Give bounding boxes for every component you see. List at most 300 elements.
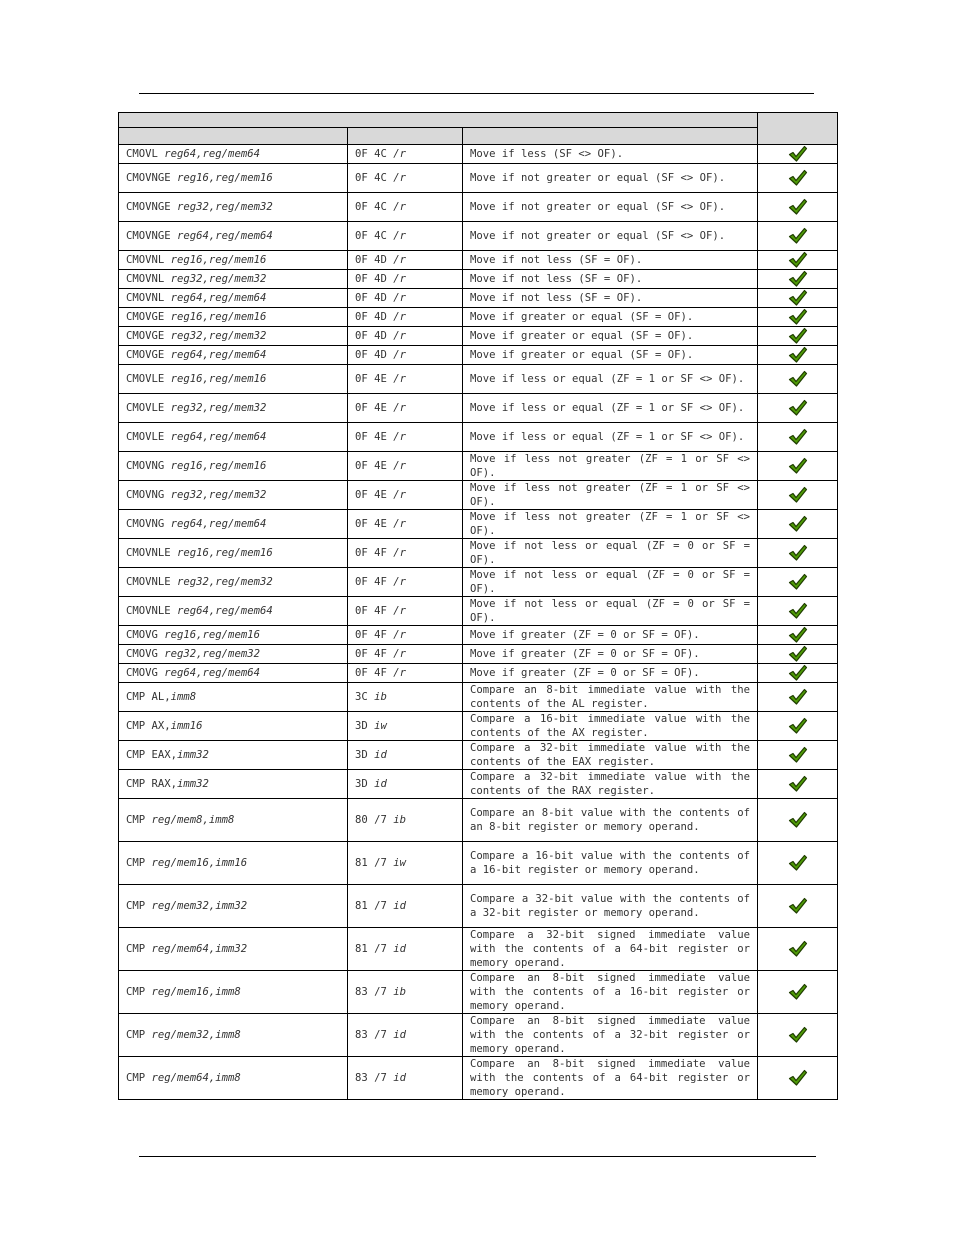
opcode-suffix: id xyxy=(393,900,407,912)
table-row xyxy=(119,645,838,664)
opcode-cell xyxy=(348,885,463,928)
description: Move if less not greater (ZF = 1 or SF <> OF). xyxy=(463,452,758,481)
mnemonic-cell xyxy=(119,289,348,308)
green-checkmark-icon xyxy=(788,399,808,417)
mnemonic: CMP xyxy=(126,943,152,955)
mnemonic-cell xyxy=(119,683,348,712)
mnemonic-cell xyxy=(119,568,348,597)
table-row xyxy=(119,365,838,394)
opcode: 0F 4F xyxy=(355,629,394,641)
opcode-cell xyxy=(348,481,463,510)
description: Move if not less or equal (ZF = 0 or SF = OF). xyxy=(463,597,758,626)
opcode-suffix: id xyxy=(374,778,387,790)
opcode-suffix: id xyxy=(393,1029,407,1041)
opcode-suffix: ib xyxy=(393,986,407,998)
table-row xyxy=(119,346,838,365)
mnemonic: CMP RAX, xyxy=(126,778,178,790)
mnemonic-cell xyxy=(119,645,348,664)
green-checkmark-icon xyxy=(788,289,808,307)
support-cell xyxy=(758,683,838,712)
mnemonic-cell xyxy=(119,712,348,741)
support-cell xyxy=(758,222,838,251)
description: Move if greater or equal (SF = OF). xyxy=(463,327,758,346)
opcode-cell xyxy=(348,346,463,365)
header-cell-mnemonic xyxy=(119,128,348,145)
support-cell xyxy=(758,539,838,568)
mnemonic: CMP xyxy=(126,986,152,998)
support-cell xyxy=(758,664,838,683)
mnemonic-cell xyxy=(119,423,348,452)
green-checkmark-icon xyxy=(788,198,808,216)
opcode-cell xyxy=(348,510,463,539)
description: Move if not less (SF = OF). xyxy=(463,251,758,270)
description: Compare a 32-bit signed immediate value with the contents of a 64-bit register or memory operand. xyxy=(463,928,758,971)
opcode-cell xyxy=(348,1014,463,1057)
green-checkmark-icon xyxy=(788,602,808,620)
mnemonic: CMP EAX, xyxy=(126,749,178,761)
operands: reg64,reg/mem64 xyxy=(164,148,260,160)
description: Move if less not greater (ZF = 1 or SF <> OF). xyxy=(463,510,758,539)
support-cell xyxy=(758,365,838,394)
table-body xyxy=(119,145,838,1100)
operands: reg32,reg/mem32 xyxy=(170,273,267,285)
table-row xyxy=(119,481,838,510)
description: Compare a 32-bit immediate value with the contents of the RAX register. xyxy=(463,770,758,799)
mnemonic: CMOVNGE xyxy=(126,172,178,184)
opcode: 3D xyxy=(355,749,375,761)
opcode: 0F 4E xyxy=(355,402,394,414)
operands: imm8 xyxy=(170,691,197,703)
description: Compare a 16-bit value with the contents of a 16-bit register or memory operand. xyxy=(463,842,758,885)
operands: reg16,reg/mem16 xyxy=(170,460,267,472)
opcode-cell xyxy=(348,799,463,842)
mnemonic-cell xyxy=(119,164,348,193)
support-cell xyxy=(758,145,838,164)
opcode: 0F 4C xyxy=(355,148,394,160)
table-row xyxy=(119,539,838,568)
mnemonic: CMP AX, xyxy=(126,720,171,732)
opcode: 0F 4D xyxy=(355,311,394,323)
opcode-suffix: /r xyxy=(393,547,407,559)
mnemonic: CMOVLE xyxy=(126,431,171,443)
opcode-suffix: /r xyxy=(393,311,407,323)
description: Compare an 8-bit signed immediate value with the contents of a 16-bit register or memory operand. xyxy=(463,971,758,1014)
table-row xyxy=(119,193,838,222)
table-row xyxy=(119,164,838,193)
opcode: 0F 4F xyxy=(355,576,394,588)
operands: reg64,reg/mem64 xyxy=(177,605,273,617)
mnemonic: CMOVL xyxy=(126,148,165,160)
support-cell xyxy=(758,1057,838,1100)
opcode-suffix: /r xyxy=(393,648,407,660)
opcode: 83 /7 xyxy=(355,1029,394,1041)
operands: reg32,reg/mem32 xyxy=(177,201,273,213)
description: Compare an 8-bit signed immediate value with the contents of a 64-bit register or memory operand. xyxy=(463,1057,758,1100)
description: Move if less or equal (ZF = 1 or SF <> OF). xyxy=(463,365,758,394)
description: Move if not less (SF = OF). xyxy=(463,270,758,289)
operands: reg16,reg/mem16 xyxy=(177,172,273,184)
table-row xyxy=(119,327,838,346)
opcode-cell xyxy=(348,597,463,626)
operands: reg64,reg/mem64 xyxy=(170,518,267,530)
opcode-suffix: /r xyxy=(393,148,407,160)
support-cell xyxy=(758,394,838,423)
support-cell xyxy=(758,842,838,885)
mnemonic: CMOVGE xyxy=(126,330,171,342)
green-checkmark-icon xyxy=(788,940,808,958)
operands: reg/mem16,imm16 xyxy=(151,857,248,869)
support-cell xyxy=(758,626,838,645)
opcode-suffix: ib xyxy=(393,814,407,826)
opcode-suffix: iw xyxy=(393,857,407,869)
opcode-cell xyxy=(348,164,463,193)
mnemonic: CMOVNL xyxy=(126,254,171,266)
opcode-suffix: /r xyxy=(393,518,407,530)
opcode: 0F 4C xyxy=(355,230,394,242)
description: Move if not less or equal (ZF = 0 or SF = OF). xyxy=(463,539,758,568)
table-header xyxy=(119,113,838,145)
mnemonic: CMOVNGE xyxy=(126,230,178,242)
opcode-suffix: /r xyxy=(393,460,407,472)
opcode-cell xyxy=(348,308,463,327)
description: Move if not less (SF = OF). xyxy=(463,289,758,308)
opcode-suffix: /r xyxy=(393,667,407,679)
opcode-cell xyxy=(348,289,463,308)
header-cell-support xyxy=(758,113,838,145)
opcode-cell xyxy=(348,327,463,346)
support-cell xyxy=(758,799,838,842)
operands: reg32,reg/mem32 xyxy=(170,330,267,342)
opcode: 81 /7 xyxy=(355,857,394,869)
opcode: 0F 4F xyxy=(355,547,394,559)
table-row xyxy=(119,222,838,251)
mnemonic-cell xyxy=(119,327,348,346)
support-cell xyxy=(758,510,838,539)
opcode: 83 /7 xyxy=(355,986,394,998)
green-checkmark-icon xyxy=(788,897,808,915)
mnemonic: CMOVNG xyxy=(126,518,171,530)
opcode-cell xyxy=(348,971,463,1014)
operands: reg/mem32,imm8 xyxy=(151,1029,241,1041)
opcode-suffix: /r xyxy=(393,373,407,385)
operands: reg32,reg/mem32 xyxy=(170,489,267,501)
support-cell xyxy=(758,568,838,597)
opcode-cell xyxy=(348,645,463,664)
support-cell xyxy=(758,971,838,1014)
opcode: 0F 4F xyxy=(355,648,394,660)
mnemonic-cell xyxy=(119,193,348,222)
mnemonic-cell xyxy=(119,741,348,770)
description: Compare an 8-bit signed immediate value with the contents of a 32-bit register or memory operand. xyxy=(463,1014,758,1057)
mnemonic-cell xyxy=(119,346,348,365)
mnemonic-cell xyxy=(119,510,348,539)
operands: reg64,reg/mem64 xyxy=(170,349,267,361)
green-checkmark-icon xyxy=(788,645,808,663)
opcode: 0F 4D xyxy=(355,254,394,266)
opcode-cell xyxy=(348,270,463,289)
support-cell xyxy=(758,193,838,222)
green-checkmark-icon xyxy=(788,717,808,735)
opcode-cell xyxy=(348,251,463,270)
green-checkmark-icon xyxy=(788,664,808,682)
green-checkmark-icon xyxy=(788,308,808,326)
green-checkmark-icon xyxy=(788,1026,808,1044)
description: Move if greater (ZF = 0 or SF = OF). xyxy=(463,626,758,645)
support-cell xyxy=(758,712,838,741)
table-row xyxy=(119,289,838,308)
mnemonic: CMP xyxy=(126,1029,152,1041)
support-cell xyxy=(758,423,838,452)
operands: reg16,reg/mem16 xyxy=(170,373,267,385)
opcode-cell xyxy=(348,712,463,741)
mnemonic: CMOVG xyxy=(126,648,165,660)
table-row xyxy=(119,842,838,885)
opcode-suffix: id xyxy=(374,749,387,761)
table-row xyxy=(119,394,838,423)
operands: imm32 xyxy=(177,749,209,761)
opcode-suffix: /r xyxy=(393,402,407,414)
green-checkmark-icon xyxy=(788,746,808,764)
opcode-cell xyxy=(348,770,463,799)
table-row xyxy=(119,597,838,626)
opcode: 0F 4E xyxy=(355,460,394,472)
green-checkmark-icon xyxy=(788,251,808,269)
table-row xyxy=(119,145,838,164)
opcode-cell xyxy=(348,664,463,683)
mnemonic: CMOVNL xyxy=(126,292,171,304)
mnemonic-cell xyxy=(119,452,348,481)
green-checkmark-icon xyxy=(788,486,808,504)
opcode-suffix: id xyxy=(393,943,407,955)
green-checkmark-icon xyxy=(788,573,808,591)
table-row xyxy=(119,928,838,971)
opcode: 83 /7 xyxy=(355,1072,394,1084)
mnemonic-cell xyxy=(119,394,348,423)
mnemonic: CMOVNG xyxy=(126,489,171,501)
opcode-cell xyxy=(348,222,463,251)
opcode-suffix: /r xyxy=(393,172,407,184)
description: Move if less (SF <> OF). xyxy=(463,145,758,164)
instruction-table xyxy=(118,112,838,1100)
opcode: 0F 4C xyxy=(355,201,394,213)
description: Compare a 32-bit immediate value with the contents of the EAX register. xyxy=(463,741,758,770)
operands: reg/mem32,imm32 xyxy=(151,900,248,912)
opcode-suffix: /r xyxy=(393,489,407,501)
operands: reg64,reg/mem64 xyxy=(164,667,260,679)
operands: reg/mem64,imm32 xyxy=(151,943,248,955)
opcode: 3C xyxy=(355,691,375,703)
header-rule xyxy=(139,93,814,94)
mnemonic: CMP xyxy=(126,1072,152,1084)
mnemonic: CMOVG xyxy=(126,629,165,641)
operands: imm16 xyxy=(170,720,203,732)
mnemonic: CMP AL, xyxy=(126,691,171,703)
support-cell xyxy=(758,251,838,270)
opcode: 0F 4D xyxy=(355,349,394,361)
green-checkmark-icon xyxy=(788,983,808,1001)
opcode: 0F 4C xyxy=(355,172,394,184)
mnemonic-cell xyxy=(119,842,348,885)
table-row xyxy=(119,741,838,770)
operands: reg/mem8,imm8 xyxy=(151,814,235,826)
support-cell xyxy=(758,741,838,770)
green-checkmark-icon xyxy=(788,370,808,388)
opcode-cell xyxy=(348,1057,463,1100)
operands: reg16,reg/mem16 xyxy=(177,547,273,559)
description: Move if greater (ZF = 0 or SF = OF). xyxy=(463,645,758,664)
description: Compare a 16-bit immediate value with the contents of the AX register. xyxy=(463,712,758,741)
mnemonic-cell xyxy=(119,799,348,842)
operands: reg32,reg/mem32 xyxy=(177,576,273,588)
green-checkmark-icon xyxy=(788,327,808,345)
description: Move if greater (ZF = 0 or SF = OF). xyxy=(463,664,758,683)
table-row xyxy=(119,799,838,842)
opcode-cell xyxy=(348,842,463,885)
green-checkmark-icon xyxy=(788,688,808,706)
mnemonic: CMOVGE xyxy=(126,311,171,323)
opcode-suffix: /r xyxy=(393,629,407,641)
operands: reg32,reg/mem32 xyxy=(164,648,260,660)
green-checkmark-icon xyxy=(788,544,808,562)
support-cell xyxy=(758,928,838,971)
mnemonic: CMOVNLE xyxy=(126,605,178,617)
description: Compare an 8-bit value with the contents of an 8-bit register or memory operand. xyxy=(463,799,758,842)
opcode: 0F 4F xyxy=(355,667,394,679)
mnemonic: CMOVGE xyxy=(126,349,171,361)
opcode-suffix: /r xyxy=(393,273,407,285)
description: Compare a 32-bit value with the contents of a 32-bit register or memory operand. xyxy=(463,885,758,928)
green-checkmark-icon xyxy=(788,775,808,793)
opcode: 0F 4D xyxy=(355,292,394,304)
table-row xyxy=(119,770,838,799)
mnemonic-cell xyxy=(119,1014,348,1057)
footer-rule xyxy=(139,1156,816,1157)
opcode-suffix: /r xyxy=(393,230,407,242)
support-cell xyxy=(758,645,838,664)
green-checkmark-icon xyxy=(788,854,808,872)
table-row xyxy=(119,510,838,539)
mnemonic-cell xyxy=(119,539,348,568)
mnemonic: CMOVNGE xyxy=(126,201,178,213)
table-row xyxy=(119,626,838,645)
mnemonic-cell xyxy=(119,885,348,928)
description: Move if not greater or equal (SF <> OF). xyxy=(463,222,758,251)
description: Move if not greater or equal (SF <> OF). xyxy=(463,193,758,222)
opcode: 81 /7 xyxy=(355,900,394,912)
opcode: 0F 4E xyxy=(355,373,394,385)
description: Move if greater or equal (SF = OF). xyxy=(463,346,758,365)
opcode-cell xyxy=(348,365,463,394)
mnemonic-cell xyxy=(119,597,348,626)
opcode: 0F 4D xyxy=(355,273,394,285)
operands: reg16,reg/mem16 xyxy=(170,311,267,323)
opcode-cell xyxy=(348,145,463,164)
opcode-suffix: /r xyxy=(393,349,407,361)
mnemonic-cell xyxy=(119,365,348,394)
green-checkmark-icon xyxy=(788,169,808,187)
opcode-suffix: iw xyxy=(374,720,387,732)
opcode: 0F 4E xyxy=(355,518,394,530)
header-cell-description xyxy=(463,128,758,145)
description: Move if less not greater (ZF = 1 or SF <> OF). xyxy=(463,481,758,510)
opcode-suffix: /r xyxy=(393,330,407,342)
opcode-cell xyxy=(348,741,463,770)
opcode: 3D xyxy=(355,720,375,732)
opcode-cell xyxy=(348,626,463,645)
description: Move if less or equal (ZF = 1 or SF <> OF). xyxy=(463,423,758,452)
support-cell xyxy=(758,308,838,327)
mnemonic-cell xyxy=(119,270,348,289)
operands: reg64,reg/mem64 xyxy=(177,230,273,242)
opcode-cell xyxy=(348,193,463,222)
mnemonic-cell xyxy=(119,222,348,251)
mnemonic: CMOVLE xyxy=(126,402,171,414)
opcode-cell xyxy=(348,423,463,452)
operands: reg16,reg/mem16 xyxy=(164,629,260,641)
green-checkmark-icon xyxy=(788,346,808,364)
table-row xyxy=(119,971,838,1014)
mnemonic: CMOVNLE xyxy=(126,576,178,588)
opcode-suffix: /r xyxy=(393,576,407,588)
mnemonic: CMOVNLE xyxy=(126,547,178,559)
opcode-cell xyxy=(348,452,463,481)
support-cell xyxy=(758,885,838,928)
support-cell xyxy=(758,452,838,481)
opcode: 3D xyxy=(355,778,375,790)
table-row xyxy=(119,308,838,327)
opcode-cell xyxy=(348,683,463,712)
table-row xyxy=(119,270,838,289)
support-cell xyxy=(758,164,838,193)
support-cell xyxy=(758,481,838,510)
mnemonic-cell xyxy=(119,626,348,645)
header-cell-opcode xyxy=(348,128,463,145)
mnemonic: CMP xyxy=(126,900,152,912)
description: Move if greater or equal (SF = OF). xyxy=(463,308,758,327)
mnemonic-cell xyxy=(119,928,348,971)
opcode-suffix: /r xyxy=(393,431,407,443)
green-checkmark-icon xyxy=(788,1069,808,1087)
opcode: 81 /7 xyxy=(355,943,394,955)
opcode-cell xyxy=(348,539,463,568)
opcode-cell xyxy=(348,568,463,597)
support-cell xyxy=(758,770,838,799)
table-row xyxy=(119,568,838,597)
opcode: 0F 4F xyxy=(355,605,394,617)
support-cell xyxy=(758,1014,838,1057)
green-checkmark-icon xyxy=(788,515,808,533)
green-checkmark-icon xyxy=(788,270,808,288)
support-cell xyxy=(758,327,838,346)
operands: reg32,reg/mem32 xyxy=(170,402,267,414)
opcode: 80 /7 xyxy=(355,814,394,826)
operands: reg64,reg/mem64 xyxy=(170,292,267,304)
opcode-suffix: /r xyxy=(393,254,407,266)
support-cell xyxy=(758,270,838,289)
description: Move if not greater or equal (SF <> OF). xyxy=(463,164,758,193)
mnemonic-cell xyxy=(119,971,348,1014)
green-checkmark-icon xyxy=(788,457,808,475)
description: Move if not less or equal (ZF = 0 or SF = OF). xyxy=(463,568,758,597)
mnemonic-cell xyxy=(119,251,348,270)
opcode-suffix: /r xyxy=(393,292,407,304)
table-row xyxy=(119,423,838,452)
mnemonic-cell xyxy=(119,1057,348,1100)
mnemonic: CMOVLE xyxy=(126,373,171,385)
table-row xyxy=(119,664,838,683)
opcode-suffix: /r xyxy=(393,201,407,213)
green-checkmark-icon xyxy=(788,145,808,163)
